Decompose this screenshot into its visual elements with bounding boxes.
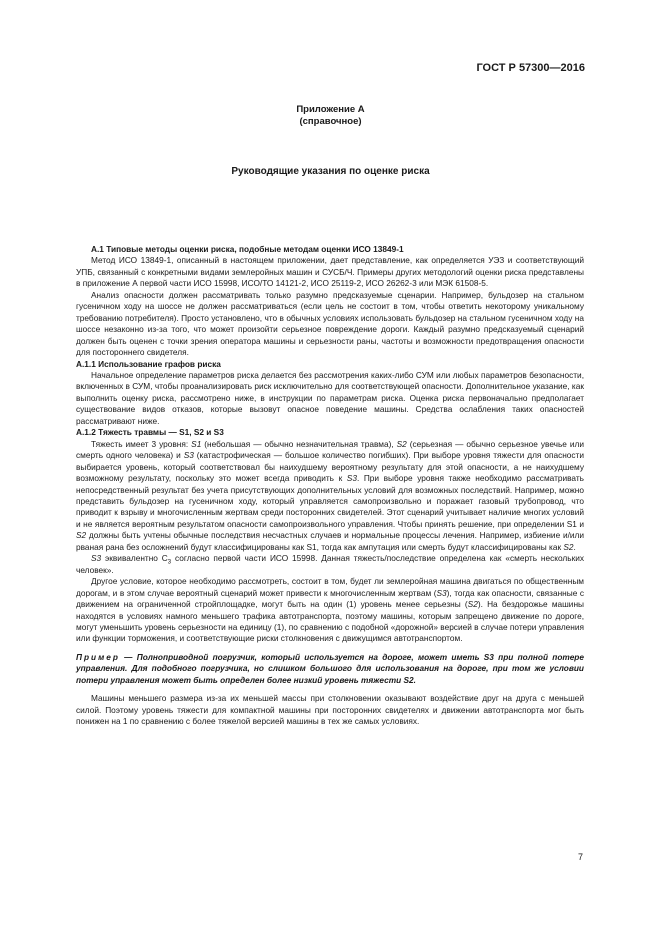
paragraph: Начальное определение параметров риска делается без рассмотрения каких-либо СУМ или любых параметров безопасности, включенных в СУМ, чтобы проанализировать риск исключительно для соответствующей опасности. Дополнительное указание, как выполнить оценку риска, рассмотрено ниже, в инструкции по параметрам риска. Оценка риска первоначально предполагает существование видов отказов, которые вызовут опасное поведение машины. Средства ослабления таких опасностей рассматривают ниже. (76, 369, 584, 426)
annex-type: (справочное) (299, 116, 362, 127)
annex-title: Руководящие указания по оценке риска (231, 166, 430, 177)
example-label: Пример (76, 651, 120, 662)
paragraph-public-roads: Другое условие, которое необходимо рассмотреть, состоит в том, будет ли землеройная машина двигаться по общественным дорогам, и в этом случае вероятный сценарий может привести к многочисленным жертвам (S3), тогда как опасности, связанные с движением на ограниченной стройплощадке, могут быть на один (1) уровень менее серьезны (S2). На бездорожье машины находятся в условиях намного меньшего трафика автотранспорта, поэтому машины, которым запрещено движение по дороге, могут уменьшить уровень серьезности на единицу (1), по сравнению с подобной «дорожной» версией в случае потери управления или функции торможения, и соответствующие риски столкновения с движущимся автотранспортом. (76, 576, 584, 644)
body-text (76, 244, 584, 728)
section-a12-heading-text: А.1.2 Тяжесть травмы — S1, S2 и S3 (76, 427, 224, 438)
paragraph: Машины меньшего размера из-за их меньшей массы при столкновении оказывают воздействие друг на друга с меньшей силой. Поэтому уровень тяжести для компактной машины при посторонних свидетелях и движении автотранспорта мог быть понижен на 1 по сравнению с более тяжелой версией машины в тех же самых условиях. (76, 693, 584, 727)
section-a11-heading: А.1.1 Использование графов риска (76, 358, 221, 369)
page-number: 7 (577, 852, 583, 862)
paragraph-s3-equivalence: S3 эквивалентно $С_3$ согласно первой части ИСО 15998. Данная тяжесть/последствие определена как «смерть нескольких человек». (76, 553, 584, 575)
standard-number: ГОСТ Р 57300—2016 (476, 62, 585, 74)
annex-header (0, 104, 661, 128)
example-note (76, 652, 584, 686)
paragraph-severity-levels: Тяжесть имеет 3 уровня: S1 (небольшая — обычно незначительная травма), S2 (серьезная — обычно серьезное увечье или смерть одного человека) и S3 (катастрофическая — большое количество погибших). При выборе уровня тяжести для опасности выбирается уровень, который соответствовал бы наихудшему вероятному результату для этой опасности, а не наихудшему возможному результату, поскольку это может всегда приводить к S3. При выборе уровня также необходимо рассматривать непосредственный результат без учета присутствующих дополнительных условий для возможных последствий. Например, можно представить бульдозер на гусеничном ходу, который управляется самопроизвольно и поражает газовый трубопровод, что приводит к взрыву и многочисленным жертвам среди посторонних свидетелей. Этот сценарий учитывает наличие многих условий и не является вероятным результатом опасности самопроизвольного управления. Чтобы принять решение, при определении S1 и S2 должны быть учтены обычные последствия несчастных случаев и нормальные процессы лечения. Например, избиение и/или рваная рана без осложнений будут классифицированы как S1, тогда как ампутация или смерть будут классифицированы как S2. (76, 438, 584, 552)
annex-label: Приложение А (296, 104, 365, 115)
example-text: — Полноприводной погрузчик, который используется на дороге, может иметь S3 при полной потере управления. Для подобного погрузчика, но слишком большого для использования на дороге, при том же условии потери управления может быть определен более низкий уровень тяжести S2. (76, 651, 584, 685)
section-a1-heading: А.1 Типовые методы оценки риска, подобные методам оценки ИСО 13849-1 (91, 244, 404, 254)
section-a12-heading (76, 427, 584, 438)
paragraph: Анализ опасности должен рассматривать только разумно предсказуемые сценарии. Например, бульдозер на стальном гусеничном ходу на шоссе не должен рассматриваться (если цель не состоит в том, чтобы ответить некоторому уникальному требованию потребителя). Просто установлено, что в обычных условиях использовать бульдозер на стальном гусеничном ходу на шоссе незаконно из-за того, что может произойти серьезное повреждение дороги. Каждый разумно предсказуемый сценарий должен быть оценен с точки зрения оператора машины и серьезности раны, частоты и возможности предотвращения опасности для постороннего свидетеля. (76, 289, 584, 358)
paragraph: Метод ИСО 13849-1, описанный в настоящем приложении, дает представление, как определяется УЭЗ и соответствующий УПБ, связанный с конкретными видами землеройных машин и СУСБ/Ч. Примеры других методологий оценки риска представлены в приложение А первой части ИСО 15998, ИСО/ТО 14121-2, ИСО 25119-2, ИСО 26262-3 или МЭК 61508-5. (76, 255, 584, 289)
